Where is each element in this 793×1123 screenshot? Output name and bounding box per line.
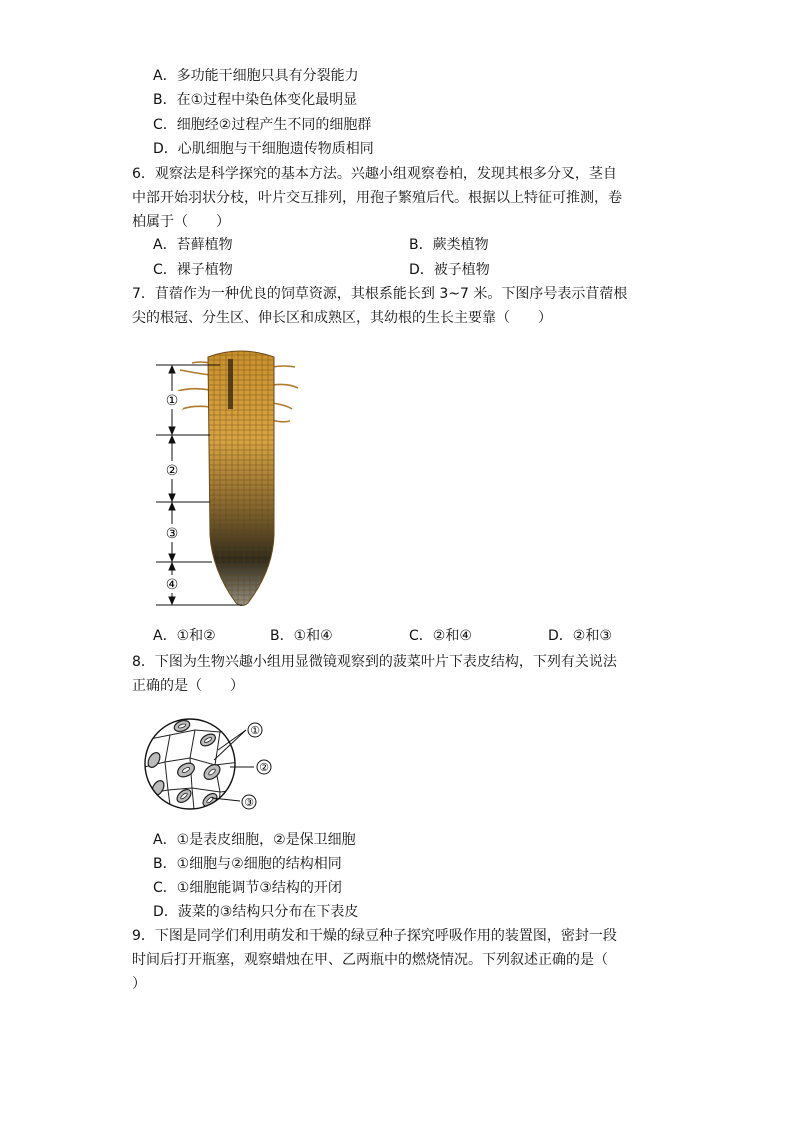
zone-label-4: ④ bbox=[165, 577, 179, 593]
q7-option-c: C．②和④ bbox=[409, 628, 472, 644]
q8-stem-line-1: 8．下图为生物兴趣小组用显微镜观察到的菠菜叶片下表皮结构，下列有关说法 bbox=[132, 654, 617, 670]
q5-option-b: B．在①过程中染色体变化最明显 bbox=[153, 92, 358, 108]
q6-option-c: C．裸子植物 bbox=[153, 262, 233, 278]
epidermis-cells bbox=[140, 710, 240, 820]
q5-option-c: C．细胞经②过程产生不同的细胞群 bbox=[153, 117, 372, 133]
q7-stem-line-2: 尖的根冠、分生区、伸长区和成熟区，其幼根的生长主要靠（ ） bbox=[132, 310, 552, 326]
q8-stem-line-2: 正确的是（ ） bbox=[132, 678, 244, 694]
structure-label-2: ② bbox=[259, 761, 269, 774]
q6-stem-line-3: 柏属于（ ） bbox=[132, 214, 230, 230]
q7-option-b: B．①和④ bbox=[270, 628, 333, 644]
q9-stem-line-2: 时间后打开瓶塞，观察蜡烛在甲、乙两瓶中的燃烧情况。下列叙述正确的是（ bbox=[132, 952, 608, 968]
q7-stem-line-1: 7．苜蓿作为一种优良的饲草资源，其根系能长到 3~7 米。下图序号表示苜蓿根 bbox=[132, 286, 628, 302]
q5-option-a: A．多功能干细胞只具有分裂能力 bbox=[153, 68, 359, 84]
q7-option-d: D．②和③ bbox=[548, 628, 612, 644]
q8-option-b: B．①细胞与②细胞的结构相同 bbox=[153, 856, 342, 872]
zone-label-1: ① bbox=[165, 393, 179, 409]
structure-label-1: ① bbox=[250, 724, 260, 737]
q8-option-c: C．①细胞能调节③结构的开闭 bbox=[153, 880, 342, 896]
q7-option-a: A．①和② bbox=[153, 628, 216, 644]
q6-stem-line-1: 6．观察法是科学探究的基本方法。兴趣小组观察卷柏，发现其根多分叉，茎自 bbox=[132, 166, 617, 182]
zone-label-2: ② bbox=[165, 463, 179, 479]
root-cell-pattern bbox=[208, 351, 274, 606]
q6-option-d: D．被子植物 bbox=[409, 262, 490, 278]
q9-stem-line-3: ） bbox=[132, 976, 146, 992]
q6-option-a: A．苔藓植物 bbox=[153, 237, 233, 253]
q8-option-a: A．①是表皮细胞，②是保卫细胞 bbox=[153, 832, 356, 848]
q5-option-d: D．心肌细胞与干细胞遗传物质相同 bbox=[153, 141, 374, 157]
q6-stem-line-2: 中部开始羽状分枝，叶片交互排列，用孢子繁殖后代。根据以上特征可推测，卷 bbox=[132, 190, 622, 206]
zone-label-3: ③ bbox=[165, 526, 179, 542]
q9-stem-line-1: 9．下图是同学们利用萌发和干燥的绿豆种子探究呼吸作用的装置图，密封一段 bbox=[132, 928, 617, 944]
root-vascular-strand bbox=[228, 359, 233, 409]
structure-label-3: ③ bbox=[244, 796, 254, 809]
leaf-epidermis-figure bbox=[140, 710, 280, 820]
q6-option-b: B．蕨类植物 bbox=[409, 237, 489, 253]
root-tip-figure bbox=[130, 345, 310, 610]
q8-option-d: D．菠菜的③结构只分布在下表皮 bbox=[153, 904, 359, 920]
